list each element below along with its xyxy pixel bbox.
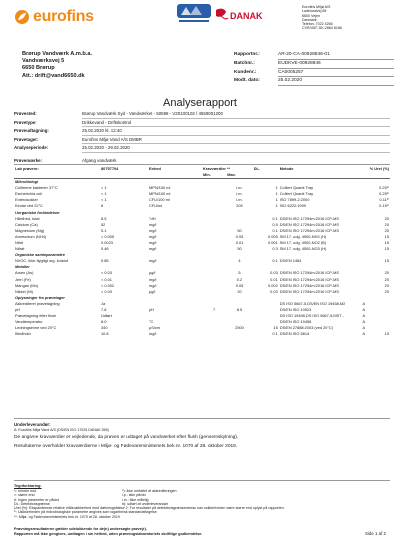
- unit-cell: CFU/ml: [149, 203, 163, 209]
- lab-address: [302, 5, 394, 31]
- max-cell: 2500: [235, 325, 244, 331]
- uncert-cell: 0.15¹⁾: [379, 203, 389, 209]
- lab-address-line: Danmark: [302, 17, 317, 22]
- sample-mark-row: [14, 158, 390, 165]
- param-cell: Coliforme bakterier 37°C: [15, 185, 58, 191]
- param-cell: Enterokokker: [15, 197, 38, 203]
- note-paragraph: De angivne kravværdier er vejledende, da prøven er udtaget på vandværket efter flush (gennemskylning).: [14, 435, 239, 441]
- sample-mark-label: Prøvemærke:: [14, 158, 43, 163]
- result-cell: < 0.03: [101, 270, 112, 276]
- method-cell: Colilert Quanti Tray: [279, 185, 314, 191]
- unit-cell: CFU/100 ml: [149, 197, 170, 203]
- param-cell: Jern (Fe): [15, 276, 31, 282]
- method-cell: Colilert Quanti Tray: [279, 191, 314, 197]
- sample-info-row: [14, 144, 390, 153]
- customer-line: Vandværksvej 5: [22, 58, 65, 65]
- sample-info: [14, 110, 390, 153]
- result-cell: 0.0023: [101, 239, 113, 245]
- uncert-cell: 15: [384, 233, 389, 239]
- param-cell: Prøvetagning efter flush: [15, 313, 57, 319]
- method-cell: DS ISO 5667-5,DS/EN ISO 19458,M2: [279, 300, 346, 306]
- flag-cell: A: [362, 300, 366, 306]
- dl-cell: 0.03: [270, 288, 278, 294]
- sample-info-row: [14, 119, 390, 128]
- param-cell: Magnesium (Mg): [15, 227, 45, 233]
- method-cell: DS/EN 1484: [279, 258, 302, 264]
- subcontractor-note: A: Eurofins Miljø Vand A/S (DS/EN ISO 17025 DANAK 555): [14, 428, 109, 432]
- section-title: Oplysninger fra prøvetager: [15, 294, 65, 300]
- result-cell: 52: [101, 221, 106, 227]
- notes-section: [14, 418, 390, 450]
- flag-cell: A: [362, 319, 366, 325]
- uncert-cell: 20: [384, 276, 389, 282]
- result-cell: 6: [101, 203, 104, 209]
- subcontractor-heading: Underleverandør:: [14, 422, 51, 427]
- uncert-cell: 15: [384, 246, 389, 252]
- result-cell: Ja: [101, 300, 106, 306]
- legend-item: >: større end: [14, 493, 35, 498]
- result-cell: 0.85: [101, 258, 109, 264]
- report-meta: [234, 51, 394, 86]
- sample-info-row: [14, 110, 390, 119]
- method-cell: SM 17. udg. 4500-NO2 (B): [279, 239, 327, 245]
- unit-cell: mg/l: [149, 239, 157, 245]
- unit-cell: mg/l: [149, 233, 157, 239]
- legend-item: #: Ingen parameter er påvist: [14, 497, 59, 502]
- unit-cell: µS/cm: [149, 325, 161, 331]
- sample-info-label: Prøvetager:: [14, 136, 39, 142]
- customer-address: [22, 51, 172, 80]
- max-cell: i.m.: [236, 185, 243, 191]
- max-cell: 50: [237, 246, 242, 252]
- result-cell: < 0.01: [101, 276, 112, 282]
- max-cell: 8.5: [236, 307, 243, 313]
- max-cell: [226, 331, 252, 337]
- legend-item: i.p.: ikke påvist: [122, 493, 146, 498]
- dl-cell: 0.01: [270, 276, 278, 282]
- col-limits-header: Kravværdier **: [203, 166, 231, 172]
- results-table: [14, 166, 390, 337]
- report-meta-row: [234, 77, 394, 86]
- max-cell: i.m.: [236, 197, 243, 203]
- lab-address-line: Telefon: 7022 4266: [302, 22, 333, 27]
- meta-label: Kundenr.:: [234, 69, 257, 75]
- param-cell: Calcium (Ca): [15, 221, 38, 227]
- customer-line: 6650 Brørup: [22, 65, 55, 72]
- param-cell: Ledningsevne ved 20°C: [15, 325, 57, 331]
- legend-section: [14, 480, 390, 519]
- param-cell: Kimtal ved 22°C: [15, 203, 43, 209]
- page-number: Side 1 af 2: [365, 531, 386, 536]
- unit-cell: mg/l: [149, 331, 157, 337]
- max-cell: 0.05: [235, 282, 244, 288]
- uncert-cell: 20: [384, 270, 389, 276]
- max-cell: i.m.: [236, 191, 243, 197]
- legend-item: #): udført af underleverandør: [122, 501, 168, 506]
- legend-item: *): ikke omfattet af akkrediteringen: [122, 489, 177, 493]
- customer-line: Att.: drift@vand6650.dk: [22, 72, 85, 79]
- method-cell: DS/EN ISO 17294m:2016 ICP-MS: [279, 215, 339, 221]
- sample-info-value: Drikkevand - Driftskontrol: [82, 119, 390, 128]
- micro-note: ¹⁾: Usikkerheden på mikrobiologiske parametre angives som logaritmisk standardafvigelse: [14, 510, 157, 515]
- lab-address-line: CVR/VAT: DK-2884 8186: [302, 26, 342, 31]
- eurofins-leaf-icon: [14, 9, 30, 25]
- received-date: 25.02.2020: [278, 77, 394, 86]
- result-cell: 7.8: [101, 307, 107, 313]
- max-cell: 5: [238, 270, 241, 276]
- method-cell: DS/EN ISO 17294m:2016 ICP-MS: [279, 227, 339, 233]
- flag-cell: A: [362, 313, 366, 319]
- param-cell: Iltindhold: [15, 331, 31, 337]
- brand-name: eurofins: [33, 8, 94, 25]
- dl-cell: 15: [273, 325, 278, 331]
- dl-cell: 0.3: [272, 246, 278, 252]
- param-cell: Nikkel (Ni): [15, 288, 33, 294]
- result-cell: 340: [101, 325, 108, 331]
- result-cell: Udført: [101, 313, 112, 319]
- uncert-cell: 0.25¹⁾: [379, 185, 389, 191]
- sample-info-label: Analyseperiode:: [14, 145, 49, 151]
- dl-cell: 0.005: [268, 233, 278, 239]
- unit-cell: °C: [149, 319, 154, 325]
- legend-item: <: mindre end: [14, 489, 37, 493]
- method-cell: DS/EN ISO 17294m:2016 ICP-MS: [279, 276, 339, 282]
- flag-cell: A: [362, 325, 366, 331]
- meta-label: Modt. dato:: [234, 78, 260, 84]
- footer: [14, 527, 390, 536]
- batch-number: EUDKVE-00928846: [278, 60, 394, 69]
- param-cell: Ammonium (NH4): [15, 233, 47, 239]
- result-cell: < 1: [101, 185, 107, 191]
- col-unit-header: Enhed: [149, 166, 161, 172]
- dl-cell: 1: [275, 191, 278, 197]
- footer-line: Prøvningsresultaterne gælder udelukkende for de(n) undersøgte prøve(r).: [14, 527, 147, 531]
- sample-info-value: 25.02.2020 kl. 12:40: [82, 127, 390, 136]
- result-cell: 0.46: [101, 246, 109, 252]
- col-min-header: Min.: [202, 172, 226, 179]
- meta-label: Rapportnr.:: [234, 52, 260, 57]
- urel-note: Urel (%): Ekspanderede relative måleusikkerhed med dækningsfaktor 2. For resultater på detektionsgrænseniveau kan usikkerheden være større end oplyst på rapporten.: [14, 506, 285, 511]
- param-cell: NVOC, ikke-flygtigt org. kulstof: [15, 258, 68, 264]
- col-param-header: Lab prøvenr:: [15, 166, 39, 172]
- result-cell: < 0.005: [101, 233, 115, 239]
- dl-cell: 1: [275, 197, 278, 203]
- max-cell: 4: [238, 258, 241, 264]
- unit-cell: pH: [149, 307, 154, 313]
- result-cell: 8.0: [101, 319, 107, 325]
- uncert-cell: 20: [384, 288, 389, 294]
- max-cell: 0.05: [235, 233, 244, 239]
- result-cell: 5.1: [101, 227, 107, 233]
- method-cell: SM 17. udg. 4500-NO3 (H): [279, 246, 327, 252]
- method-cell: DS/EN 27888:2003 (ved 20°C): [279, 325, 333, 331]
- unit-cell: mg/l: [149, 258, 157, 264]
- customer-line: Brørup Vandværk A.m.b.a.: [22, 51, 93, 57]
- method-cell: DS/EN ISO 17294m:2016 ICP-MS: [279, 288, 339, 294]
- uncert-cell: 15: [384, 331, 389, 337]
- flag-cell: A: [362, 307, 366, 313]
- uncert-cell: 15: [384, 258, 389, 264]
- section-title: Mikrobiologi: [15, 179, 39, 185]
- sample-info-label: Prøvested:: [14, 111, 37, 116]
- section-title: Uorganiske forbindelser: [15, 209, 60, 215]
- unit-cell: µg/l: [149, 270, 156, 276]
- result-cell: < 1: [101, 197, 107, 203]
- dl-cell: 0.03: [270, 270, 278, 276]
- method-cell: DS/EN ISO 17294m:2016 ICP-MS: [279, 270, 339, 276]
- result-cell: < 0.002: [101, 282, 115, 288]
- sample-info-value: 25.02.2020 - 29.02.2020: [82, 144, 390, 153]
- danak-logo: [214, 6, 264, 26]
- method-cell: DS/EN ISO 19458: [279, 319, 312, 325]
- report-number: AR-20-CA-00928846-01: [278, 51, 394, 60]
- max-cell: 0.01: [235, 239, 244, 245]
- result-cell: 10.8: [101, 331, 109, 337]
- col-uncert-header: % Urel (%): [369, 166, 389, 172]
- dl-cell: 0.1: [272, 227, 278, 233]
- method-cell: DS/EN ISO 17294m:2016 ICP-MS: [279, 221, 339, 227]
- method-cell: ISO 6222:1999: [279, 203, 306, 209]
- table-row: [14, 331, 390, 337]
- sample-mark-value: Afgang vandværk: [82, 158, 117, 163]
- regulation-note: **: Miljø- og Fødevareministeriets bek.nr. 1070 af 28. oktober 2019: [14, 514, 120, 519]
- max-cell: 20: [237, 288, 242, 294]
- col-method-header: Metode: [279, 166, 294, 172]
- method-cell: DS/EN ISO 5814: [279, 331, 310, 337]
- dl-cell: 0.1: [272, 331, 278, 337]
- note-paragraph: Resultaterne overholder kravværdierne i Miljø- og Fødevareministeriets bek.nr. 1070 af 28. oktober 2019.: [14, 444, 238, 450]
- min-cell: [202, 331, 226, 337]
- col-max-header: Max.: [226, 172, 252, 179]
- dl-cell: 0.1: [272, 258, 278, 264]
- unit-cell: µg/l: [149, 288, 156, 294]
- legend-heading: Tegnforklaring:: [14, 484, 42, 488]
- param-cell: Akkrediteret prøvetagning: [15, 300, 60, 306]
- unit-cell: mg/l: [149, 246, 157, 252]
- dl-cell: 0.002: [268, 282, 278, 288]
- dl-cell: 0.001: [268, 239, 278, 245]
- lab-address-line: 6600 Vejen: [302, 13, 320, 18]
- result-cell: < 0.03: [101, 288, 112, 294]
- ilac-mra-logo: [176, 3, 212, 25]
- param-cell: Mangan (Mn): [15, 282, 39, 288]
- uncert-cell: 20: [384, 221, 389, 227]
- uncert-cell: 0.11¹⁾: [379, 197, 389, 203]
- lab-address-line: Eurofins Miljø A/S: [302, 5, 331, 9]
- eurofins-logo: [14, 6, 104, 28]
- uncert-cell: 20: [384, 215, 389, 221]
- results-body: [14, 179, 390, 338]
- dl-cell: 0.5: [272, 221, 278, 227]
- meta-label: Batchnr.:: [234, 60, 255, 66]
- col-sample-header: 80757704: [101, 166, 119, 172]
- unit-cell: MPN/100 ml: [149, 185, 171, 191]
- param-cell: Vandtemperatur: [15, 319, 43, 325]
- max-cell: 50: [237, 227, 242, 233]
- section-title: Organiske samleparametre: [15, 252, 65, 258]
- dl-cell: 1: [275, 203, 278, 209]
- lab-address-line: Ladelundvej 85: [302, 9, 327, 14]
- report-meta-row: [234, 60, 394, 69]
- param-cell: pH: [15, 307, 20, 313]
- uncert-cell: 20: [384, 227, 389, 233]
- unit-cell: mg/l: [149, 282, 157, 288]
- result-cell: < 1: [101, 191, 107, 197]
- result-cell: 8.5: [101, 215, 107, 221]
- report-meta-row: [234, 51, 394, 60]
- min-cell: 7: [213, 307, 216, 313]
- unit-cell: mg/l: [149, 221, 157, 227]
- sample-info-label: Prøveudtagning:: [14, 128, 49, 134]
- dl-cell: 0.1: [272, 215, 278, 221]
- page-title: Analyserapport: [163, 97, 237, 109]
- method-cell: DS ISO 19458,DS ISO 5667-5,MST -: [279, 313, 344, 319]
- method-cell: DS/EN ISO 10523: [279, 307, 312, 313]
- uncert-cell: 0.25¹⁾: [379, 191, 389, 197]
- sample-info-row: [14, 127, 390, 136]
- sample-info-value: Eurofins Miljø Vand A/S DMBR: [82, 136, 390, 145]
- param-cell: Nitrit: [15, 239, 23, 245]
- unit-cell: mg/l: [149, 276, 157, 282]
- param-cell: Nitrat: [15, 246, 25, 252]
- method-cell: ISO 7899-2:2000: [279, 197, 310, 203]
- legend-item: i.m.: ikke målelig: [122, 497, 149, 502]
- report-meta-row: [234, 69, 394, 78]
- uncert-cell: 15: [384, 239, 389, 245]
- param-cell: Escherichia coli: [15, 191, 43, 197]
- legend-item: DL: Detektionsgrænse: [14, 501, 50, 506]
- method-cell: DS/EN ISO 17294m:2016 ICP-MS: [279, 282, 339, 288]
- uncert-cell: 20: [384, 282, 389, 288]
- customer-number: CA0005257: [278, 69, 394, 78]
- accreditation-name: DANAK: [230, 11, 263, 21]
- param-cell: Hårdhed, total: [15, 215, 40, 221]
- method-cell: SM 17. udg. 4500-NH3 (H): [279, 233, 327, 239]
- section-title: Metaller: [15, 264, 30, 270]
- param-cell: Arsen (As): [15, 270, 34, 276]
- unit-cell: °dH: [149, 215, 156, 221]
- dl-cell: 1: [275, 185, 278, 191]
- footer-line: Rapporten må ikke gengives, undtagen i sin helhed, uden prøvningslaboratoriets skriftlige godkendelse.: [14, 531, 203, 536]
- sample-info-value: Brørup Vandværk Syd - Vandværket - 50598 - V20100102 / 4559001200: [82, 110, 390, 119]
- sample-info-label: Prøvetype:: [14, 119, 37, 125]
- max-cell: 200: [236, 203, 243, 209]
- flag-cell: A: [362, 331, 366, 337]
- sample-info-row: [14, 136, 390, 145]
- unit-cell: MPN/100 ml: [149, 191, 171, 197]
- unit-cell: mg/l: [149, 227, 157, 233]
- col-dl-header: DL.: [253, 166, 261, 172]
- max-cell: 0.2: [236, 276, 243, 282]
- legend-grid: [14, 489, 390, 506]
